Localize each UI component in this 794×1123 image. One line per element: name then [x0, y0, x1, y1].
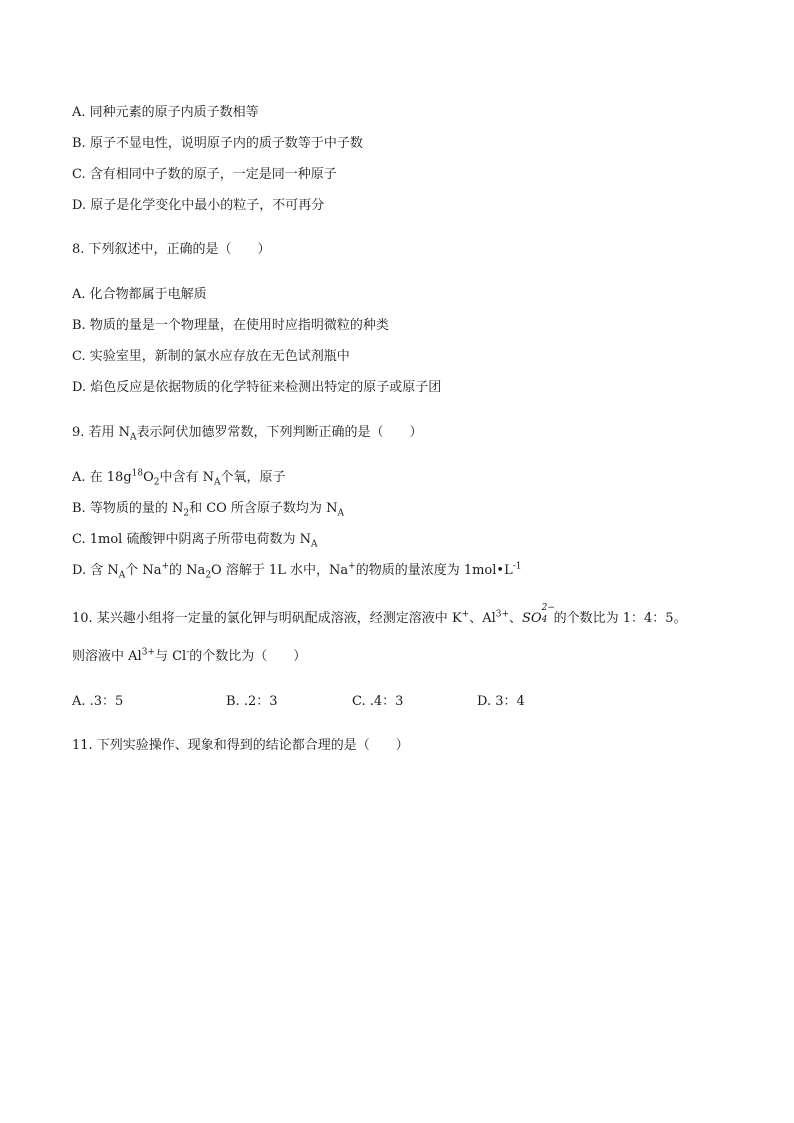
- q9-c-sub: A: [310, 539, 318, 550]
- q10-line2-text-2: 与 Cl: [154, 649, 187, 664]
- q9-d-text-3: 的 Na: [169, 563, 206, 578]
- sulfate-ion-formula: SO: [522, 611, 542, 626]
- q9-option-d: [72, 562, 522, 580]
- q9-a-text-3: 中含有 N: [159, 470, 215, 485]
- q9-stem: [72, 424, 423, 442]
- q9-a-sub-2: A: [214, 477, 221, 488]
- q10-text-4: 的个数比为 1：4：5。: [553, 611, 687, 626]
- q10-options: [72, 693, 722, 711]
- q10-text: 10. 某兴趣小组将一定量的氯化钾与明矾配成溶液，经测定溶液中 K: [72, 611, 462, 626]
- q9-d-text-2: 个 Na: [125, 563, 162, 578]
- q10-line2-sup-2: -: [186, 647, 190, 658]
- q9-stem-sub: A: [130, 432, 137, 443]
- q8-option-b: B. 物质的量是一个物理量，在使用时应指明微粒的种类: [72, 318, 389, 333]
- q9-option-b: [72, 500, 344, 518]
- q10-line2-text: 则溶液中 Al: [72, 649, 142, 664]
- q9-d-sup-3: -1: [512, 561, 522, 572]
- q9-a-text: A. 在 18g: [72, 470, 132, 485]
- q9-c-text: C. 1mol 硫酸钾中阴离子所带电荷数为 N: [72, 532, 311, 547]
- q10-option-a: A. .3：5: [72, 694, 124, 709]
- q8-option-c: C. 实验室里，新制的氯水应存放在无色试剂瓶中: [72, 349, 350, 364]
- q9-a-sub: 2: [153, 477, 160, 488]
- q9-d-text-5: 的物质的量浓度为 1mol•L: [355, 563, 513, 578]
- q9-b-sub-2: A: [337, 508, 344, 519]
- q10-option-c: C. .4：3: [352, 694, 404, 709]
- q9-d-sub: A: [118, 570, 126, 581]
- q9-b-sub: 2: [183, 508, 190, 519]
- q8-option-d: D. 焰色反应是依据物质的化学特征来检测出特定的原子或原子团: [72, 380, 442, 395]
- q7-option-a: A. 同种元素的原子内质子数相等: [72, 105, 259, 120]
- q9-option-a: [72, 469, 286, 487]
- q9-d-text: D. 含 N: [72, 563, 119, 578]
- q11-stem: 11. 下列实验操作、现象和得到的结论都合理的是（ ）: [72, 738, 409, 753]
- q9-d-sup-2: +: [348, 561, 356, 572]
- q7-option-c: C. 含有相同中子数的原子，一定是同一种原子: [72, 167, 337, 182]
- q9-b-text: B. 等物质的量的 N: [72, 501, 184, 516]
- q10-sup-2: 3+: [495, 609, 510, 620]
- q10-line2-sup: 3+: [141, 647, 155, 658]
- q8-option-a: A. 化合物都属于电解质: [72, 287, 207, 302]
- q9-stem-text-2: 表示阿伏加德罗常数，下列判断正确的是（ ）: [136, 425, 423, 440]
- q7-option-b: B. 原子不显电性，说明原子内的质子数等于中子数: [72, 136, 363, 151]
- q10-stem-line-2: [72, 648, 306, 666]
- q9-d-sub-2: 2: [205, 570, 212, 581]
- q9-option-c: [72, 531, 317, 549]
- q9-b-text-2: 和 CO 所含原子数均为 N: [189, 501, 338, 516]
- q10-text-3: 、: [509, 611, 523, 626]
- q10-sup: +: [461, 609, 470, 620]
- q10-option-d: D. 3：4: [477, 694, 525, 709]
- q9-a-text-4: 个氧，原子: [220, 470, 286, 485]
- q7-option-d: D. 原子是化学变化中最小的粒子，不可再分: [72, 198, 325, 213]
- q9-d-sup: +: [161, 561, 170, 572]
- q9-a-text-2: O: [143, 470, 154, 485]
- q10-option-b: B. .2：3: [226, 694, 278, 709]
- q9-stem-text: 9. 若用 N: [72, 425, 131, 440]
- sulfate-ion-scripts: 2− 4: [541, 603, 555, 625]
- q10-text-2: 、Al: [469, 611, 496, 626]
- q10-stem-line-1: [72, 603, 687, 628]
- q9-a-sup: 18: [131, 468, 144, 479]
- q8-stem: 8. 下列叙述中，正确的是（ ）: [72, 242, 271, 257]
- q9-d-text-4: O 溶解于 1L 水中，Na: [211, 563, 349, 578]
- q10-line2-text-3: 的个数比为（ ）: [189, 649, 307, 664]
